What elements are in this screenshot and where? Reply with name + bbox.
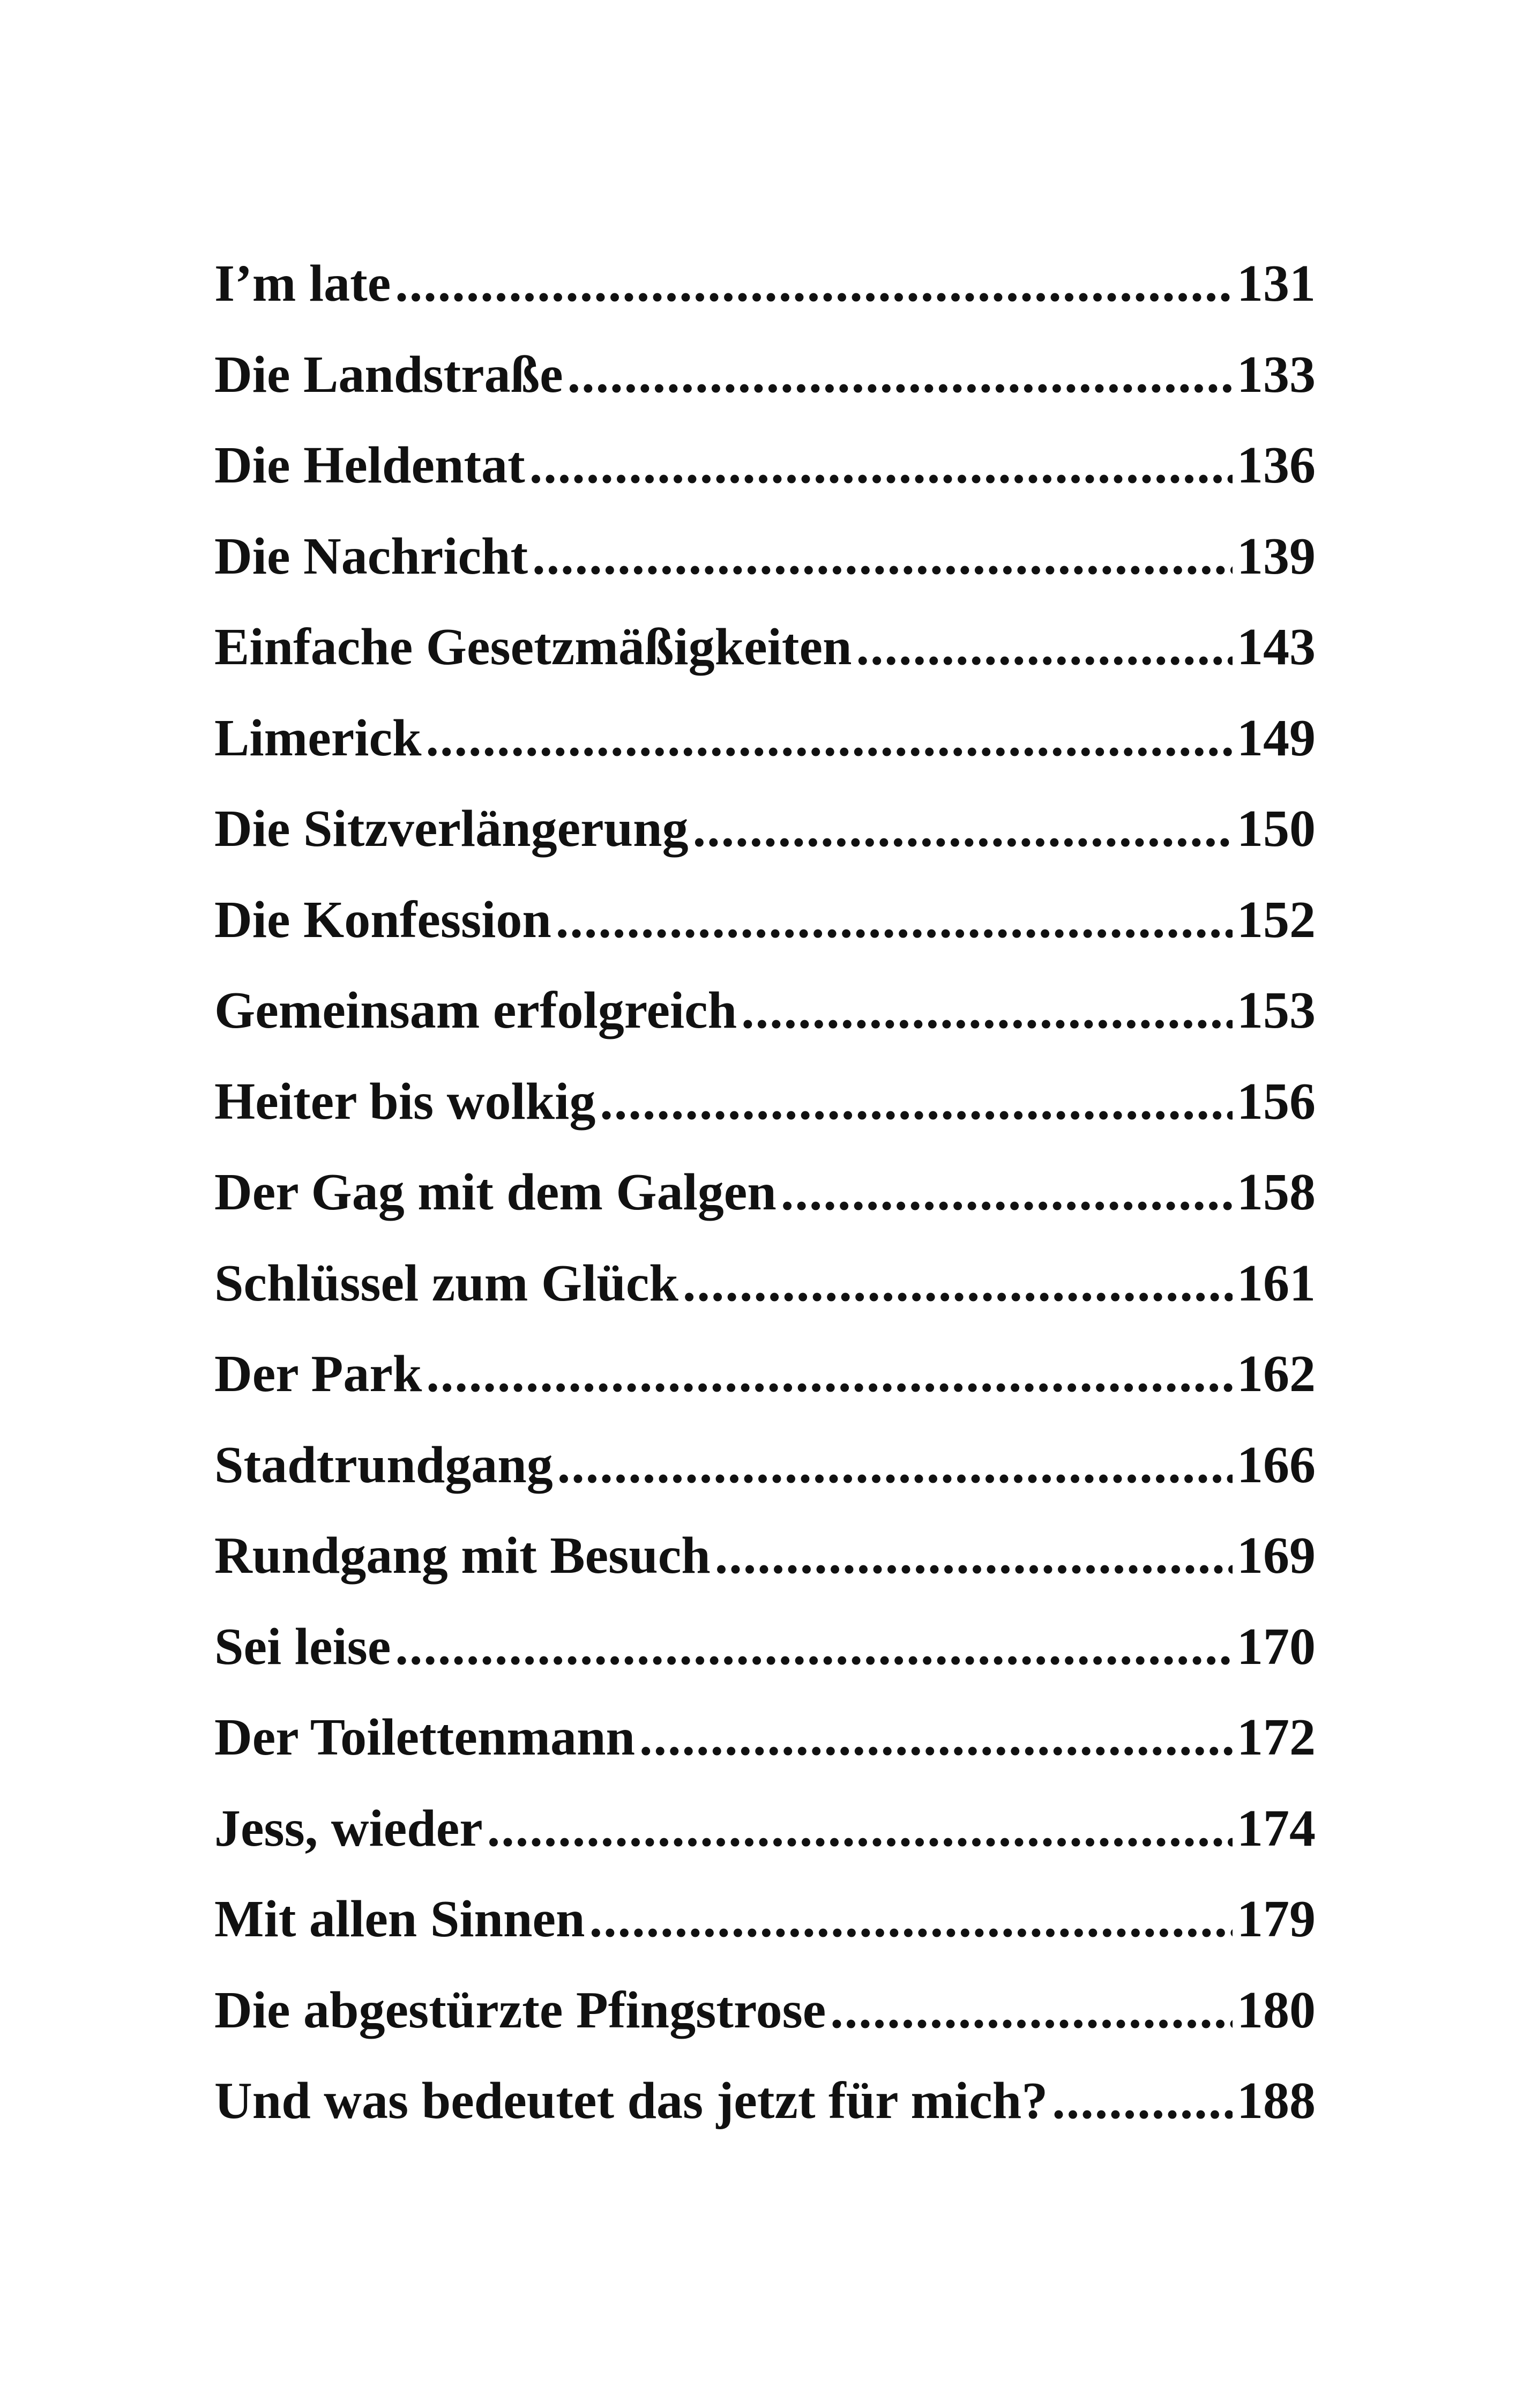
toc-entry-page-number: 172 xyxy=(1237,1708,1316,1766)
dot-leader xyxy=(856,602,1233,693)
toc-entry-title: Schlüssel zum Glück xyxy=(214,1254,678,1312)
toc-entry xyxy=(214,330,1316,421)
dot-leader xyxy=(395,239,1233,330)
toc-entry-title: Der Park xyxy=(214,1345,422,1403)
toc-entry xyxy=(214,1511,1316,1602)
toc-entry-page-number: 150 xyxy=(1237,800,1316,858)
toc-entry-title: Rundgang mit Besuch xyxy=(214,1527,711,1585)
toc-entry-title: Limerick xyxy=(214,709,422,767)
dot-leader xyxy=(600,1057,1233,1148)
toc-entry xyxy=(214,239,1316,330)
dot-leader xyxy=(529,420,1233,511)
toc-entry-title: Die Landstraße xyxy=(214,345,563,404)
dot-leader xyxy=(693,784,1233,875)
toc-entry xyxy=(214,784,1316,875)
toc-entry-title: I’m late xyxy=(214,255,391,313)
toc-entry xyxy=(214,1602,1316,1693)
toc-entry-page-number: 156 xyxy=(1237,1072,1316,1131)
toc-entry-page-number: 180 xyxy=(1237,1981,1316,2039)
dot-leader xyxy=(557,1420,1233,1511)
toc-entry-title: Jess, wieder xyxy=(214,1799,483,1857)
dot-leader xyxy=(425,693,1233,784)
toc-entry xyxy=(214,1057,1316,1148)
toc-entry-title: Stadtrundgang xyxy=(214,1436,553,1494)
toc-entry-title: Die Heldentat xyxy=(214,436,525,494)
toc-entry xyxy=(214,875,1316,966)
toc-entry-title: Mit allen Sinnen xyxy=(214,1890,585,1948)
toc-entry-page-number: 179 xyxy=(1237,1890,1316,1948)
toc-entry xyxy=(214,1329,1316,1420)
dot-leader xyxy=(781,1147,1233,1238)
toc-entry xyxy=(214,1692,1316,1783)
toc-entry-page-number: 169 xyxy=(1237,1527,1316,1585)
dot-leader xyxy=(589,1874,1233,1965)
toc-entry-title: Die Konfession xyxy=(214,890,551,949)
toc-entry xyxy=(214,965,1316,1057)
dot-leader xyxy=(683,1238,1233,1329)
toc-entry-page-number: 188 xyxy=(1237,2072,1316,2130)
toc-entry-page-number: 174 xyxy=(1237,1799,1316,1857)
toc-entry-page-number: 143 xyxy=(1237,618,1316,676)
toc-entry-title: Die Nachricht xyxy=(214,527,528,585)
toc-entry-title: Der Toilettenmann xyxy=(214,1708,635,1766)
toc-entry-page-number: 153 xyxy=(1237,982,1316,1039)
toc-entry xyxy=(214,602,1316,693)
toc-entry-page-number: 136 xyxy=(1237,436,1316,494)
toc-entry-page-number: 161 xyxy=(1237,1254,1316,1312)
toc-entry xyxy=(214,1238,1316,1329)
toc-entry-title: Die abgestürzte Pfingstrose xyxy=(214,1981,826,2039)
toc-entry xyxy=(214,2056,1316,2147)
toc-entry-page-number: 152 xyxy=(1237,890,1316,949)
toc-entry-page-number: 170 xyxy=(1237,1617,1316,1676)
toc-entry-title: Sei leise xyxy=(214,1617,391,1676)
dot-leader xyxy=(532,511,1233,603)
toc-entry xyxy=(214,1965,1316,2056)
dot-leader xyxy=(568,330,1233,421)
toc-entry-page-number: 131 xyxy=(1237,255,1316,313)
toc-entry-page-number: 139 xyxy=(1237,527,1316,585)
dot-leader xyxy=(639,1692,1233,1783)
toc-entry-page-number: 166 xyxy=(1237,1436,1316,1494)
toc-entry-title: Gemeinsam erfolgreich xyxy=(214,982,737,1039)
toc-entry-page-number: 149 xyxy=(1237,709,1316,767)
dot-leader xyxy=(830,1965,1233,2056)
table-of-contents xyxy=(214,239,1316,2147)
toc-entry-title: Die Sitzverlängerung xyxy=(214,800,689,858)
toc-entry-title: Heiter bis wolkig xyxy=(214,1072,596,1131)
dot-leader xyxy=(487,1783,1233,1875)
dot-leader xyxy=(1052,2056,1233,2147)
toc-entry xyxy=(214,511,1316,603)
toc-entry-page-number: 158 xyxy=(1237,1163,1316,1221)
toc-entry-title: Und was bedeutet das jetzt für mich? xyxy=(214,2072,1048,2130)
dot-leader xyxy=(395,1602,1233,1693)
toc-entry xyxy=(214,1783,1316,1875)
toc-entry xyxy=(214,420,1316,511)
toc-entry xyxy=(214,1147,1316,1238)
toc-entry-title: Einfache Gesetzmäßigkeiten xyxy=(214,618,852,676)
toc-entry xyxy=(214,1874,1316,1965)
toc-entry xyxy=(214,1420,1316,1511)
toc-entry xyxy=(214,693,1316,784)
dot-leader xyxy=(426,1329,1233,1420)
toc-entry-page-number: 162 xyxy=(1237,1345,1316,1403)
dot-leader xyxy=(556,875,1233,966)
dot-leader xyxy=(715,1511,1233,1602)
toc-entry-title: Der Gag mit dem Galgen xyxy=(214,1163,777,1221)
toc-entry-page-number: 133 xyxy=(1237,345,1316,404)
dot-leader xyxy=(741,965,1233,1057)
